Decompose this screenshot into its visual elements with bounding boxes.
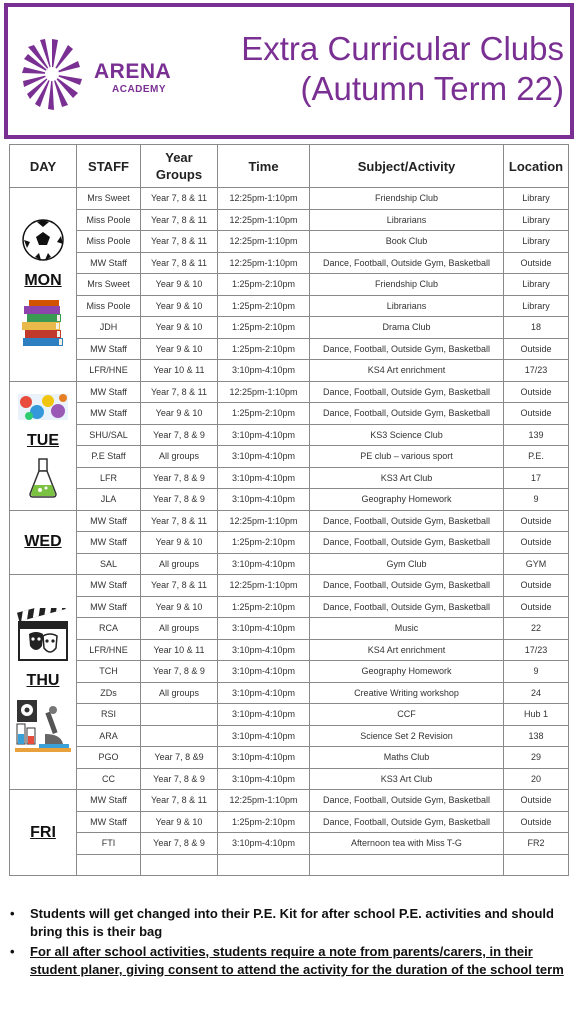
location-cell: Outside [504, 338, 569, 360]
subject-cell: Music [310, 618, 504, 640]
location-cell: Outside [504, 532, 569, 554]
time-cell: 1:25pm-2:10pm [218, 317, 310, 339]
location-cell: 17 [504, 467, 569, 489]
subject-cell: Dance, Football, Outside Gym, Basketball [310, 252, 504, 274]
staff-cell [77, 854, 141, 876]
time-cell: 3:10pm-4:10pm [218, 639, 310, 661]
subject-cell: Librarians [310, 295, 504, 317]
table-row [10, 575, 569, 597]
time-cell: 12:25pm-1:10pm [218, 510, 310, 532]
page-title [241, 29, 564, 109]
location-cell: Outside [504, 252, 569, 274]
time-cell: 1:25pm-2:10pm [218, 274, 310, 296]
year-groups-cell: Year 7, 8 & 9 [141, 489, 218, 511]
table-body [10, 188, 569, 876]
year-groups-cell: Year 9 & 10 [141, 596, 218, 618]
location-cell: 17/23 [504, 639, 569, 661]
time-cell: 1:25pm-2:10pm [218, 403, 310, 425]
table-row [10, 833, 569, 855]
note-text: Students will get changed into their P.E. Kit for after school P.E. activities and should bring this is their bag [30, 906, 554, 939]
staff-cell: MW Staff [77, 510, 141, 532]
subject-cell: Dance, Football, Outside Gym, Basketball [310, 790, 504, 812]
table-row [10, 768, 569, 790]
note-item [8, 905, 568, 941]
table-row [10, 295, 569, 317]
clapperboard-masks-icon [10, 608, 76, 664]
column-header-subject: Subject/Activity [310, 145, 504, 188]
location-cell: Hub 1 [504, 704, 569, 726]
table-row [10, 338, 569, 360]
subject-cell: KS4 Art enrichment [310, 360, 504, 382]
column-header-day: DAY [10, 145, 77, 188]
staff-cell: Miss Poole [77, 209, 141, 231]
staff-cell: PGO [77, 747, 141, 769]
year-groups-cell: Year 9 & 10 [141, 317, 218, 339]
staff-cell: MW Staff [77, 811, 141, 833]
table-row [10, 725, 569, 747]
table-row [10, 446, 569, 468]
column-header-staff: STAFF [77, 145, 141, 188]
year-groups-cell: Year 7, 8 & 9 [141, 833, 218, 855]
location-cell: 20 [504, 768, 569, 790]
table-row [10, 854, 569, 876]
subject-cell: Dance, Football, Outside Gym, Basketball [310, 532, 504, 554]
time-cell [218, 854, 310, 876]
table-row [10, 424, 569, 446]
location-cell: 22 [504, 618, 569, 640]
day-label: MON [24, 272, 62, 290]
title-line-1: Extra Curricular Clubs [241, 30, 564, 67]
year-groups-cell: Year 7, 8 & 11 [141, 209, 218, 231]
table-row [10, 489, 569, 511]
table-row [10, 209, 569, 231]
table-row [10, 231, 569, 253]
year-groups-cell: Year 7, 8 & 9 [141, 768, 218, 790]
year-groups-cell: Year 10 & 11 [141, 360, 218, 382]
soccer-ball-icon [10, 218, 76, 264]
day-label: FRI [30, 823, 56, 841]
year-groups-cell [141, 725, 218, 747]
staff-cell: MW Staff [77, 575, 141, 597]
bullet-icon: • [10, 944, 15, 959]
subject-cell: PE club – various sport [310, 446, 504, 468]
year-groups-cell: Year 7, 8 & 9 [141, 467, 218, 489]
location-cell: Library [504, 188, 569, 210]
staff-cell: Miss Poole [77, 295, 141, 317]
year-groups-cell: Year 7, 8 & 11 [141, 790, 218, 812]
day-cell-fri [10, 790, 77, 876]
time-cell: 3:10pm-4:10pm [218, 747, 310, 769]
subject-cell: Dance, Football, Outside Gym, Basketball [310, 381, 504, 403]
subject-cell: Geography Homework [310, 489, 504, 511]
time-cell: 3:10pm-4:10pm [218, 360, 310, 382]
time-cell: 1:25pm-2:10pm [218, 811, 310, 833]
time-cell: 3:10pm-4:10pm [218, 704, 310, 726]
day-label: TUE [27, 431, 59, 449]
year-groups-cell: Year 9 & 10 [141, 338, 218, 360]
table-row [10, 747, 569, 769]
table-row [10, 639, 569, 661]
year-groups-cell: Year 9 & 10 [141, 274, 218, 296]
subject-cell: Gym Club [310, 553, 504, 575]
table-row [10, 403, 569, 425]
brand-name: ARENA [94, 60, 172, 83]
subject-cell: KS3 Science Club [310, 424, 504, 446]
time-cell: 3:10pm-4:10pm [218, 424, 310, 446]
subject-cell: Librarians [310, 209, 504, 231]
location-cell: P.E. [504, 446, 569, 468]
subject-cell: Dance, Football, Outside Gym, Basketball [310, 596, 504, 618]
year-groups-cell: All groups [141, 553, 218, 575]
subject-cell: Afternoon tea with Miss T-G [310, 833, 504, 855]
subject-cell: Creative Writing workshop [310, 682, 504, 704]
staff-cell: RSI [77, 704, 141, 726]
location-cell: 17/23 [504, 360, 569, 382]
location-cell: Library [504, 295, 569, 317]
year-groups-cell: Year 9 & 10 [141, 403, 218, 425]
time-cell: 3:10pm-4:10pm [218, 489, 310, 511]
year-groups-cell: All groups [141, 618, 218, 640]
time-cell: 3:10pm-4:10pm [218, 553, 310, 575]
time-cell: 3:10pm-4:10pm [218, 725, 310, 747]
day-cell-mon [10, 188, 77, 382]
day-cell-content [10, 824, 76, 842]
year-groups-cell: Year 7, 8 & 9 [141, 661, 218, 683]
time-cell: 1:25pm-2:10pm [218, 532, 310, 554]
day-cell-thu [10, 575, 77, 790]
location-cell: 139 [504, 424, 569, 446]
year-groups-cell: All groups [141, 682, 218, 704]
day-cell-wed [10, 510, 77, 575]
subject-cell: Dance, Football, Outside Gym, Basketball [310, 338, 504, 360]
time-cell: 3:10pm-4:10pm [218, 768, 310, 790]
note-item [8, 943, 568, 979]
staff-cell: SHU/SAL [77, 424, 141, 446]
staff-cell: Mrs Sweet [77, 274, 141, 296]
subject-cell [310, 854, 504, 876]
staff-cell: SAL [77, 553, 141, 575]
day-cell-content [10, 608, 76, 756]
day-label: THU [26, 672, 60, 689]
table-header-row [10, 145, 569, 188]
location-cell: Library [504, 209, 569, 231]
table-row [10, 682, 569, 704]
year-groups-cell: Year 7, 8 &9 [141, 747, 218, 769]
staff-cell: Miss Poole [77, 231, 141, 253]
time-cell: 1:25pm-2:10pm [218, 338, 310, 360]
staff-cell: MW Staff [77, 596, 141, 618]
day-cell-content [10, 392, 76, 500]
year-groups-cell: Year 7, 8 & 11 [141, 252, 218, 274]
table-row [10, 252, 569, 274]
location-cell: Outside [504, 510, 569, 532]
year-groups-cell [141, 704, 218, 726]
table-row [10, 811, 569, 833]
arena-logo-icon [22, 37, 82, 111]
year-groups-cell: Year 7, 8 & 11 [141, 188, 218, 210]
table-row [10, 532, 569, 554]
time-cell: 12:25pm-1:10pm [218, 252, 310, 274]
location-cell: Outside [504, 575, 569, 597]
notes-section [8, 905, 568, 981]
staff-cell: P.E Staff [77, 446, 141, 468]
location-cell: FR2 [504, 833, 569, 855]
staff-cell: RCA [77, 618, 141, 640]
subject-cell: Friendship Club [310, 188, 504, 210]
time-cell: 3:10pm-4:10pm [218, 446, 310, 468]
staff-cell: MW Staff [77, 532, 141, 554]
year-groups-cell: Year 7, 8 & 9 [141, 424, 218, 446]
table-row [10, 510, 569, 532]
day-cell-content [10, 218, 76, 350]
time-cell: 12:25pm-1:10pm [218, 575, 310, 597]
staff-cell: CC [77, 768, 141, 790]
table-row [10, 274, 569, 296]
table-row [10, 596, 569, 618]
subject-cell: Maths Club [310, 747, 504, 769]
table-row [10, 553, 569, 575]
time-cell: 3:10pm-4:10pm [218, 833, 310, 855]
microscope-lab-icon [10, 698, 76, 756]
location-cell: GYM [504, 553, 569, 575]
subject-cell: Book Club [310, 231, 504, 253]
staff-cell: LFR/HNE [77, 639, 141, 661]
time-cell: 12:25pm-1:10pm [218, 231, 310, 253]
year-groups-cell: Year 7, 8 & 11 [141, 381, 218, 403]
location-cell: Outside [504, 790, 569, 812]
page-header [4, 3, 574, 139]
year-groups-cell: Year 9 & 10 [141, 295, 218, 317]
staff-cell: ZDs [77, 682, 141, 704]
subject-cell: Dance, Football, Outside Gym, Basketball [310, 510, 504, 532]
year-groups-cell: Year 9 & 10 [141, 811, 218, 833]
time-cell: 12:25pm-1:10pm [218, 381, 310, 403]
location-cell: 24 [504, 682, 569, 704]
subject-cell: CCF [310, 704, 504, 726]
staff-cell: MW Staff [77, 790, 141, 812]
time-cell: 12:25pm-1:10pm [218, 188, 310, 210]
day-label: WED [24, 533, 62, 551]
day-cell-content [10, 533, 76, 551]
column-header-year-groups-label: Year Groups [155, 150, 203, 182]
location-cell: Outside [504, 403, 569, 425]
books-icon [10, 298, 76, 350]
time-cell: 1:25pm-2:10pm [218, 596, 310, 618]
brand-subtitle: ACADEMY [112, 84, 167, 95]
subject-cell: Geography Homework [310, 661, 504, 683]
location-cell: Outside [504, 811, 569, 833]
location-cell: 9 [504, 661, 569, 683]
year-groups-cell [141, 854, 218, 876]
paint-palette-icon [10, 392, 76, 424]
column-header-time: Time [218, 145, 310, 188]
subject-cell: Dance, Football, Outside Gym, Basketball [310, 575, 504, 597]
time-cell: 3:10pm-4:10pm [218, 682, 310, 704]
title-line-2: (Autumn Term 22) [300, 70, 564, 107]
location-cell [504, 854, 569, 876]
year-groups-cell: Year 10 & 11 [141, 639, 218, 661]
flask-icon [10, 458, 76, 500]
location-cell: Library [504, 274, 569, 296]
staff-cell: MW Staff [77, 252, 141, 274]
staff-cell: LFR [77, 467, 141, 489]
staff-cell: MW Staff [77, 381, 141, 403]
table-row [10, 317, 569, 339]
table-row [10, 467, 569, 489]
table-row [10, 661, 569, 683]
staff-cell: Mrs Sweet [77, 188, 141, 210]
location-cell: Library [504, 231, 569, 253]
time-cell: 12:25pm-1:10pm [218, 209, 310, 231]
subject-cell: Dance, Football, Outside Gym, Basketball [310, 403, 504, 425]
staff-cell: MW Staff [77, 338, 141, 360]
location-cell: 18 [504, 317, 569, 339]
subject-cell: Dance, Football, Outside Gym, Basketball [310, 811, 504, 833]
table-row [10, 704, 569, 726]
table-row [10, 360, 569, 382]
location-cell: 29 [504, 747, 569, 769]
location-cell: Outside [504, 381, 569, 403]
time-cell: 3:10pm-4:10pm [218, 467, 310, 489]
subject-cell: KS4 Art enrichment [310, 639, 504, 661]
table-row [10, 618, 569, 640]
location-cell: Outside [504, 596, 569, 618]
year-groups-cell: Year 7, 8 & 11 [141, 510, 218, 532]
location-cell: 9 [504, 489, 569, 511]
year-groups-cell: All groups [141, 446, 218, 468]
time-cell: 3:10pm-4:10pm [218, 618, 310, 640]
staff-cell: JLA [77, 489, 141, 511]
staff-cell: FTI [77, 833, 141, 855]
subject-cell: Friendship Club [310, 274, 504, 296]
staff-cell: MW Staff [77, 403, 141, 425]
year-groups-cell: Year 7, 8 & 11 [141, 231, 218, 253]
time-cell: 3:10pm-4:10pm [218, 661, 310, 683]
time-cell: 1:25pm-2:10pm [218, 295, 310, 317]
note-text: For all after school activities, students require a note from parents/carers, in their student planer, giving consent to attend the activity for the duration of the school term [30, 944, 564, 977]
table-row [10, 188, 569, 210]
staff-cell: JDH [77, 317, 141, 339]
table-row [10, 790, 569, 812]
year-groups-cell: Year 7, 8 & 11 [141, 575, 218, 597]
subject-cell: Drama Club [310, 317, 504, 339]
clubs-schedule-table [9, 144, 569, 876]
location-cell: 138 [504, 725, 569, 747]
time-cell: 12:25pm-1:10pm [218, 790, 310, 812]
staff-cell: TCH [77, 661, 141, 683]
column-header-year-groups [141, 145, 218, 188]
day-cell-tue [10, 381, 77, 510]
subject-cell: KS3 Art Club [310, 768, 504, 790]
subject-cell: Science Set 2 Revision [310, 725, 504, 747]
subject-cell: KS3 Art Club [310, 467, 504, 489]
column-header-location: Location [504, 145, 569, 188]
table-row [10, 381, 569, 403]
bullet-icon: • [10, 906, 15, 921]
staff-cell: ARA [77, 725, 141, 747]
staff-cell: LFR/HNE [77, 360, 141, 382]
year-groups-cell: Year 9 & 10 [141, 532, 218, 554]
